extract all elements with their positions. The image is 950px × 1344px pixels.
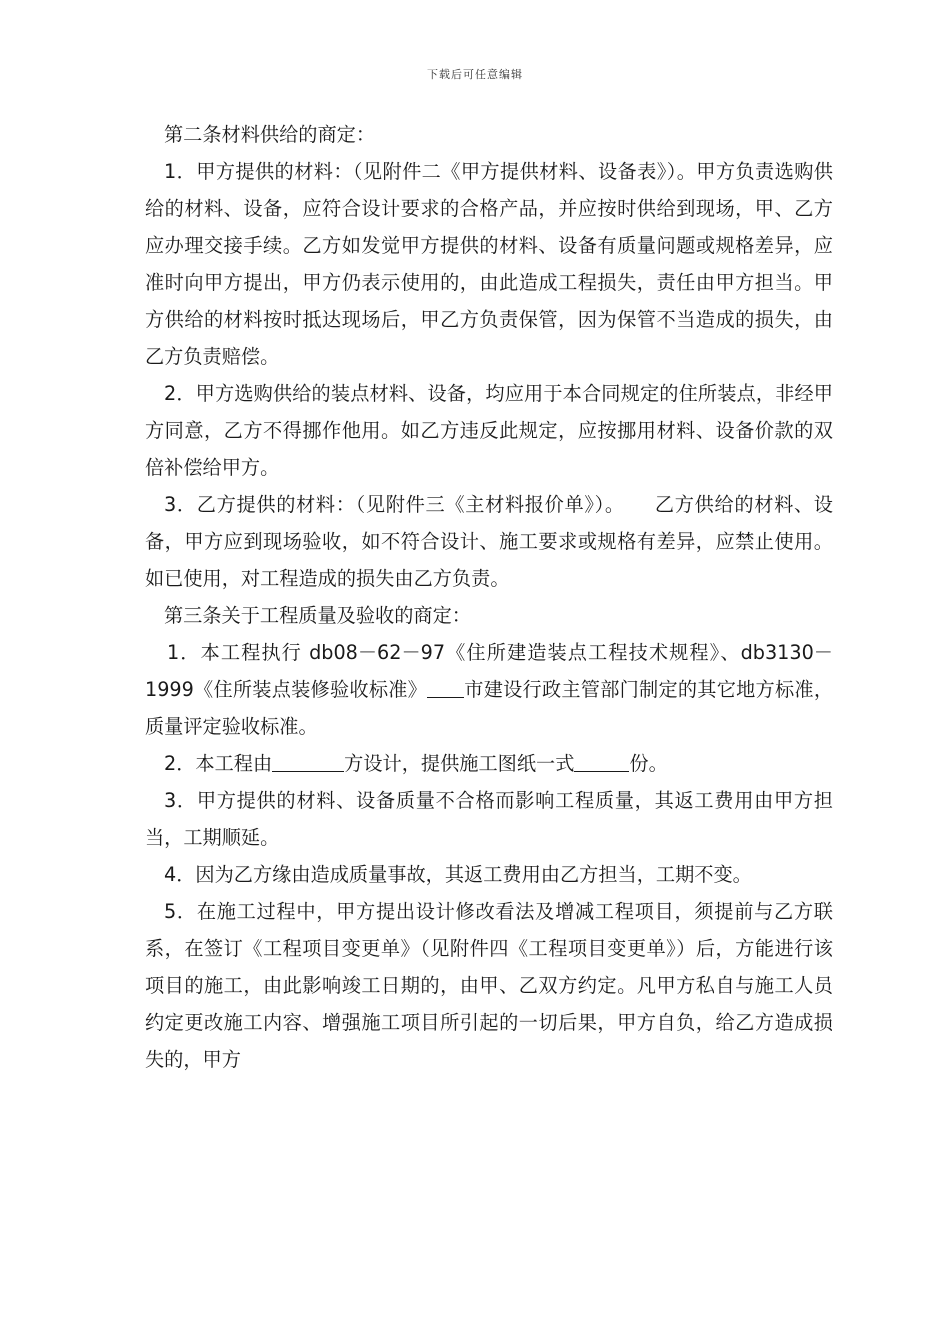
clause-text: 方设计，提供施工图纸一式 xyxy=(344,752,575,775)
blank-field xyxy=(427,675,464,698)
page-header: 下载后可任意编辑 xyxy=(427,68,523,81)
article-2-clause-2: 2．甲方选购供给的装点材料、设备，均应用于本合同规定的住所装点，非经甲方同意，乙方不得挪作他用。如乙方违反此规定，应按挪用材料、设备价款的双倍补偿给甲方。 xyxy=(145,382,833,479)
article-3-clause-2 xyxy=(145,745,833,782)
article-3-clause-1 xyxy=(145,634,833,745)
clause-text: 份。 xyxy=(629,752,668,775)
document-body xyxy=(145,116,833,1078)
article-2-clause-1: 1．甲方提供的材料：（见附件二《甲方提供材料、设备表》）。甲方负责选购供给的材料、设备，应符合设计要求的合格产品，并应按时供给到现场，甲、乙方应办理交接手续。乙方如发觉甲方提供的材料、设备有质量问题或规格差异，应准时向甲方提出，甲方仍表示使用的，由此造成工程损失，责任由甲方担当。甲方供给的材料按时抵达现场后，甲乙方负责保管，因为保管不当造成的损失，由乙方负责赔偿。 xyxy=(145,160,833,368)
article-2-clause-3: 3．乙方提供的材料：（见附件三《主材料报价单》）。 乙方供给的材料、设备，甲方应到现场验收，如不符合设计、施工要求或规格有差异，应禁止使用。如已使用，对工程造成的损失由乙方负责。 xyxy=(145,493,833,590)
article-2-heading: 第二条材料供给的商定： xyxy=(164,123,376,146)
article-3-clause-4: 4．因为乙方缘由造成质量事故，其返工费用由乙方担当，工期不变。 xyxy=(164,863,752,886)
designer-blank xyxy=(272,749,344,772)
article-3-clause-3: 3．甲方提供的材料、设备质量不合格而影响工程质量，其返工费用由甲方担当，工期顺延。 xyxy=(145,789,833,849)
clause-text: 2．本工程由 xyxy=(164,752,273,775)
article-3-clause-5: 5．在施工过程中，甲方提出设计修改看法及增减工程项目，须提前与乙方联系，在签订《工程项目变更单》（见附件四《工程项目变更单》）后，方能进行该项目的施工，由此影响竣工日期的，由甲、乙双方约定。凡甲方私自与施工人员约定更改施工内容、增强施工项目所引起的一切后果，甲方自负，给乙方造成损失的，甲方 xyxy=(145,900,833,1071)
clause-text: 1．本工程执行 db08－62－97《住所建造装点工程技术规程》、db3130－1999《住所装点装修验收标准》 xyxy=(145,641,833,701)
copies-blank xyxy=(574,749,629,772)
article-3-heading: 第三条关于工程质量及验收的商定： xyxy=(164,604,471,627)
clause-text: 市建设行政主管部门制定的其它地方标准，质量评定验收标准。 xyxy=(145,678,834,738)
